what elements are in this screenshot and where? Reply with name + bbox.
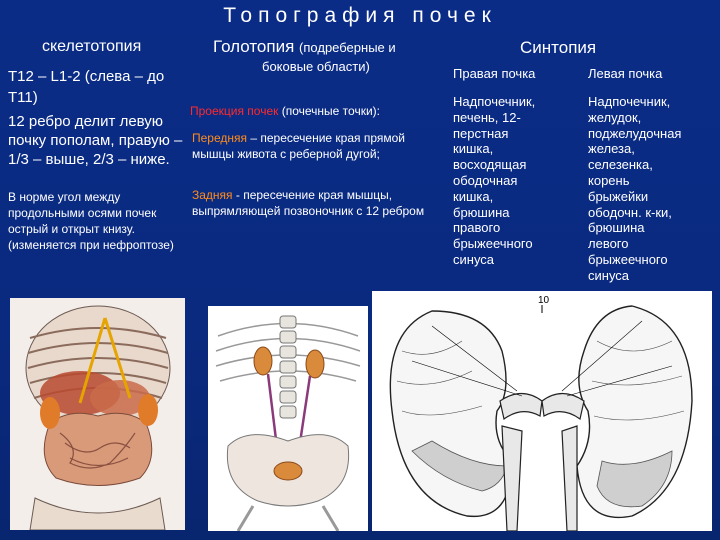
left-kidney-line: левого bbox=[588, 236, 629, 252]
right-kidney-heading: Правая почка bbox=[453, 66, 536, 81]
left-kidney-line: селезенка, bbox=[588, 157, 653, 173]
kidneys-syntopia-drawing bbox=[372, 291, 712, 531]
right-kidney-line: кишка, bbox=[453, 141, 494, 157]
front-label: Передняя bbox=[192, 131, 248, 145]
right-kidney-line: перстная bbox=[453, 125, 509, 141]
left-kidney-line: железа, bbox=[588, 141, 635, 157]
projection-rest: (почечные точки): bbox=[278, 104, 380, 118]
projection-label: Проекция почек bbox=[190, 104, 279, 118]
left-kidney-line: корень bbox=[588, 172, 630, 188]
right-kidney-line: брыжеечного bbox=[453, 236, 533, 252]
golotopia-heading bbox=[213, 37, 396, 57]
right-kidney-line: ободочная bbox=[453, 172, 518, 188]
left-kidney-line: брыжейки bbox=[588, 188, 649, 204]
right-kidney-line: брюшина bbox=[453, 204, 510, 220]
right-kidney-line: печень, 12- bbox=[453, 109, 521, 125]
back-text: - пересечение края мышцы, выпрямляющей позвоночник с 12 ребром bbox=[192, 188, 425, 218]
left-kidney-line: Надпочечник, bbox=[588, 94, 671, 109]
projection-line bbox=[190, 104, 380, 118]
skeletotopia-norm: В норме угол между продольными осями почек острый и открыт книзу. (изменяется при нефроптозе) bbox=[8, 190, 174, 252]
slide-title: Топография почек bbox=[223, 4, 497, 27]
right-kidney-line: Надпочечник, bbox=[453, 94, 536, 109]
back-label: Задняя bbox=[192, 188, 233, 202]
left-kidney-list bbox=[588, 94, 708, 284]
right-kidney-list bbox=[453, 94, 573, 268]
right-kidney-line: восходящая bbox=[453, 157, 527, 173]
skeletotopia-levels: Т12 – L1-2 (слева – до Т11) bbox=[8, 68, 165, 106]
syntopia-heading: Синтопия bbox=[520, 38, 597, 57]
golotopia-note: (подреберные и bbox=[299, 40, 396, 55]
left-kidney-line: желудок, bbox=[588, 109, 642, 125]
right-kidney-line: правого bbox=[453, 220, 501, 236]
left-kidney-line: брюшина bbox=[588, 220, 645, 236]
syntopia-illustration bbox=[372, 291, 712, 531]
golotopia-illustration bbox=[208, 306, 368, 531]
skeletotopia-rib: 12 ребро делит левую почку пополам, правую – 1/3 – выше, 2/3 – ниже. bbox=[8, 113, 183, 168]
right-kidney-line: синуса bbox=[453, 251, 495, 267]
right-kidney-line: кишка, bbox=[453, 188, 494, 204]
back-point bbox=[192, 187, 427, 219]
skeletotopia-illustration bbox=[10, 298, 185, 530]
golotopia-title: Голотопия bbox=[213, 37, 295, 56]
skeleton-organs-drawing bbox=[10, 298, 185, 530]
spine-kidneys-drawing bbox=[208, 306, 368, 531]
left-kidney-line: ободочн. к-ки, bbox=[588, 204, 672, 220]
left-kidney-line: брыжеечного bbox=[588, 251, 668, 267]
figure-label: 10 bbox=[538, 295, 550, 306]
left-kidney-line: синуса bbox=[588, 267, 630, 283]
golotopia-note-2: боковые области) bbox=[262, 59, 370, 74]
front-point bbox=[192, 130, 427, 162]
front-text: – пересечение края прямой мышцы живота с реберной дугой; bbox=[192, 131, 406, 161]
skeletotopia-heading: скелетотопия bbox=[42, 38, 142, 55]
left-kidney-heading: Левая почка bbox=[588, 66, 663, 81]
left-kidney-line: поджелудочная bbox=[588, 125, 682, 141]
